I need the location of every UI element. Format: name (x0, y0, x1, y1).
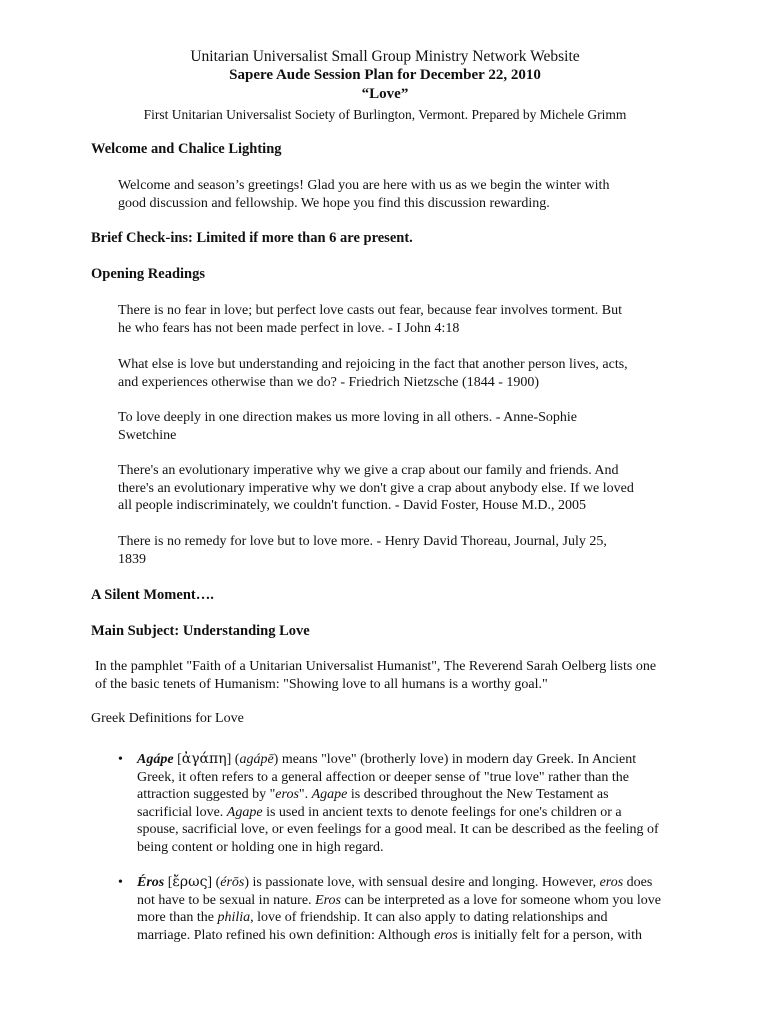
reading-line: What else is love but understanding and rejoicing in the fact that another person lives, acts, (118, 357, 628, 372)
checkins-heading: Brief Check-ins: Limited if more than 6 are present. (91, 230, 413, 246)
site-title: Unitarian Universalist Small Group Ministry Network Website (190, 48, 580, 65)
definition-text: can be interpreted as a love for someone whom you love (341, 892, 661, 908)
definition-text: philia (217, 910, 251, 925)
reading-line: there's an evolutionary imperative why we don't give a crap about anybody else. If we loved (118, 480, 634, 496)
definition-text: not have to be sexual in nature. (137, 892, 316, 908)
definition-text: eros (599, 875, 624, 890)
bullet-icon: • (118, 752, 123, 767)
reading-line: all people indiscriminately, we couldn't function. - David Foster, House M.D., 2005 (118, 498, 587, 513)
session-title: Sapere Aude Session Plan for December 22, 2010 (229, 67, 541, 83)
session-topic: “Love” (361, 86, 409, 102)
reading-4 (118, 462, 688, 515)
reading-3 (118, 409, 688, 444)
eros-definition: Éros [ἔρως] (érōs) is passionate love, with sensual desire and longing. However, eros does not have to be sexual in nature. Eros can be interpreted as a love for someone whom you love more than the philia, love of friendship. It can also apply to dating relationships and marriage. Plato refined his own definition: Although eros is initially felt for a person, with (137, 874, 661, 943)
reading-line: 1839 (118, 551, 146, 567)
translit-eros: érōs (220, 875, 245, 890)
reading-line: and experiences otherwise than we do? - Friedrich Nietzsche (1844 - 1900) (118, 374, 540, 390)
definition-text: is described throughout the New Testament as (347, 787, 609, 802)
definition-text: attraction suggested by " (137, 787, 276, 802)
welcome-line: good discussion and fellowship. We hope you find this discussion rewarding. (118, 195, 550, 211)
definition-text: eros (434, 927, 458, 943)
definition-text: more than the (137, 910, 218, 925)
term-agape: Agápe (137, 752, 174, 767)
reading-line: Swetchine (118, 427, 177, 443)
definition-text: is used in ancient texts to denote feelings for one's children or a (262, 804, 622, 820)
definition-text: Agape (226, 804, 263, 820)
welcome-heading: Welcome and Chalice Lighting (91, 141, 282, 157)
definition-text: is passionate love, with sensual desire and longing. However, (249, 875, 600, 890)
definition-text: does (623, 875, 653, 890)
bullet-icon: • (118, 875, 123, 890)
definition-text: ". (298, 787, 312, 802)
reading-5 (118, 533, 688, 568)
reading-line: There is no remedy for love but to love more. - Henry David Thoreau, Journal, July 25, (118, 534, 607, 549)
definition-text: Greek, it often refers to a general affection or deeper sense of "true love" rather than the (137, 769, 629, 785)
reading-2 (118, 356, 688, 391)
agape-definition: Agápe [ἀγάπη] (agápē) means "love" (brotherly love) in modern day Greek. In Ancient Greek, it often refers to a general affection or deeper sense of "true love" rather than the attraction suggested by "eros". Agape is described throughout the New Testament as sacrificial love. Agape is used in ancient texts to denote feelings for one's children or a spouse, sacrificial love, or even feelings for a good meal. It can be described as the feeling of being content or holding one in high regard. (137, 751, 692, 856)
greek-eros: ἔρως (172, 874, 208, 890)
definition-text: marriage. Plato refined his own definition: Although (137, 927, 435, 943)
greek-agape: ἀγάπη (181, 751, 227, 767)
main-intro (95, 658, 685, 693)
reading-1 (118, 302, 688, 337)
definition-text: being content or holding one in high regard. (137, 839, 384, 855)
welcome-text (118, 177, 688, 212)
definition-text: sacrificial love. (137, 804, 227, 820)
reading-line: There's an evolutionary imperative why we give a crap about our family and friends. And (118, 463, 619, 478)
definition-text: Eros (315, 892, 341, 908)
definition-text: Agape (311, 787, 348, 802)
reading-line: he who fears has not been made perfect in love. - I John 4:18 (118, 320, 460, 336)
author-line: First Unitarian Universalist Society of Burlington, Vermont. Prepared by Michele Grimm (143, 107, 627, 122)
reading-line: To love deeply in one direction makes us more loving in all others. - Anne-Sophie (118, 410, 577, 425)
silent-moment-heading: A Silent Moment…. (91, 587, 214, 603)
reading-line: There is no fear in love; but perfect love casts out fear, because fear involves torment. But (118, 303, 623, 318)
definition-text: eros (275, 787, 299, 802)
definition-text: means "love" (brotherly love) in modern day Greek. In Ancient (278, 752, 637, 767)
intro-line: In the pamphlet "Faith of a Unitarian Universalist Humanist", The Reverend Sarah Oelberg lists one (95, 659, 657, 674)
translit-agape: agápē (239, 752, 274, 767)
definition-text: spouse, sacrificial love, or even feelings for a good meal. It can be described as the feeling of (137, 822, 659, 837)
document-header (0, 47, 770, 124)
main-subject-heading: Main Subject: Understanding Love (91, 623, 310, 639)
definition-text: , love of friendship. It can also apply to dating relationships and (250, 910, 608, 925)
greek-definitions-heading: Greek Definitions for Love (91, 711, 244, 726)
definition-text: is initially felt for a person, with (457, 927, 642, 943)
readings-heading: Opening Readings (91, 266, 206, 282)
intro-line: of the basic tenets of Humanism: "Showing love to all humans is a worthy goal." (95, 676, 548, 692)
term-eros: Éros (137, 875, 165, 890)
welcome-line: Welcome and season’s greetings! Glad you are here with us as we begin the winter with (118, 178, 610, 193)
